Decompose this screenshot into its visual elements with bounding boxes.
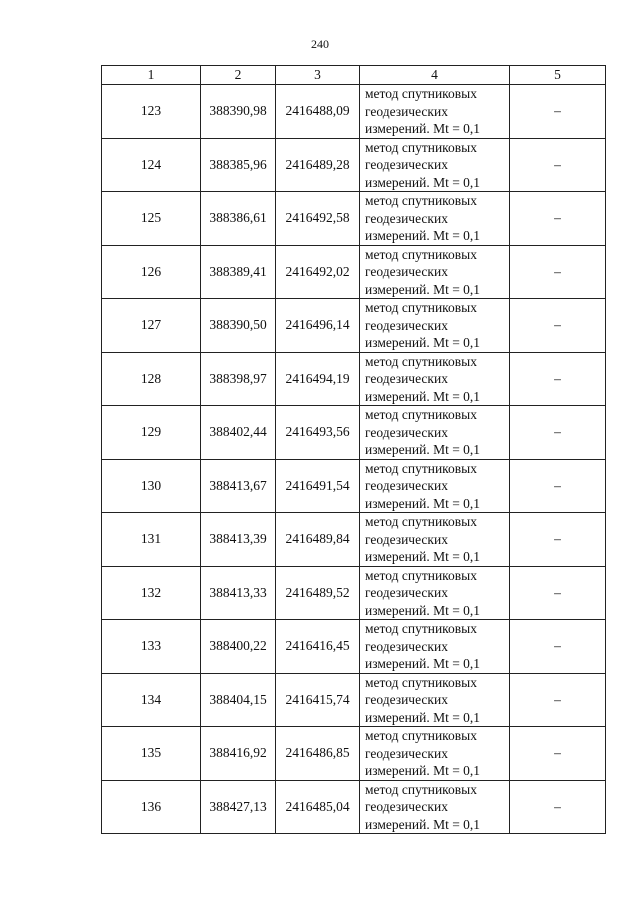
method-text-line: геодезических xyxy=(365,264,448,279)
x-coordinate-cell: 388385,96 xyxy=(201,138,276,192)
table-row xyxy=(102,566,606,620)
method-text-line: измерений. Mt = 0,1 xyxy=(365,388,481,404)
method-text-line: измерений. Mt = 0,1 xyxy=(365,442,481,457)
note-cell: – xyxy=(510,727,606,781)
method-text-line: геодезических xyxy=(365,478,448,493)
page-number: 240 xyxy=(311,37,329,51)
y-coordinate-cell: 2416489,52 xyxy=(276,566,360,620)
table-body xyxy=(102,66,606,834)
method-text-line: геодезических xyxy=(365,103,448,119)
method-cell xyxy=(360,780,510,834)
table-row xyxy=(102,245,606,299)
method-text-line: метод спутниковых xyxy=(365,139,477,155)
table-row xyxy=(102,138,606,192)
header-col-1: 1 xyxy=(102,66,201,85)
point-number-cell: 135 xyxy=(102,727,201,781)
y-coordinate-cell: 2416491,54 xyxy=(276,459,360,513)
header-col-3: 3 xyxy=(276,66,360,85)
y-coordinate-cell: 2416488,09 xyxy=(276,85,360,139)
method-text-line: метод спутниковых xyxy=(365,300,477,315)
point-number-cell: 133 xyxy=(102,620,201,674)
table-row xyxy=(102,513,606,567)
point-number-cell: 128 xyxy=(102,352,201,406)
method-text-line: метод спутниковых xyxy=(365,86,477,101)
y-coordinate-cell: 2416492,58 xyxy=(276,192,360,246)
table-row xyxy=(102,406,606,460)
point-number-cell: 127 xyxy=(102,299,201,353)
table-row xyxy=(102,192,606,246)
method-text-line: геодезических xyxy=(365,692,448,707)
y-coordinate-cell: 2416416,45 xyxy=(276,620,360,674)
method-cell xyxy=(360,352,510,406)
method-cell xyxy=(360,138,510,192)
method-text-line: геодезических xyxy=(365,638,448,654)
coordinates-table xyxy=(101,65,606,834)
method-text-line: метод спутниковых xyxy=(365,621,477,636)
note-cell: – xyxy=(510,620,606,674)
table-row xyxy=(102,352,606,406)
note-cell: – xyxy=(510,85,606,139)
table-row xyxy=(102,299,606,353)
method-text-line: метод спутниковых xyxy=(365,353,477,369)
point-number-cell: 134 xyxy=(102,673,201,727)
table-row xyxy=(102,459,606,513)
note-cell: – xyxy=(510,299,606,353)
method-text-line: метод спутниковых xyxy=(365,460,477,476)
method-cell xyxy=(360,620,510,674)
header-col-4: 4 xyxy=(360,66,510,85)
method-text-line: измерений. Mt = 0,1 xyxy=(365,495,481,511)
note-cell: – xyxy=(510,780,606,834)
method-text-line: геодезических xyxy=(365,157,448,172)
point-number-cell: 126 xyxy=(102,245,201,299)
x-coordinate-cell: 388413,39 xyxy=(201,513,276,567)
table-header-row xyxy=(102,66,606,85)
point-number-cell: 125 xyxy=(102,192,201,246)
x-coordinate-cell: 388427,13 xyxy=(201,780,276,834)
method-text-line: геодезических xyxy=(365,745,448,761)
point-number-cell: 129 xyxy=(102,406,201,460)
method-text-line: геодезических xyxy=(365,799,448,814)
point-number-cell: 123 xyxy=(102,85,201,139)
y-coordinate-cell: 2416489,84 xyxy=(276,513,360,567)
method-cell xyxy=(360,673,510,727)
method-text-line: измерений. Mt = 0,1 xyxy=(365,121,481,136)
x-coordinate-cell: 388402,44 xyxy=(201,406,276,460)
y-coordinate-cell: 2416496,14 xyxy=(276,299,360,353)
note-cell: – xyxy=(510,192,606,246)
note-cell: – xyxy=(510,513,606,567)
table-row xyxy=(102,673,606,727)
table-row xyxy=(102,85,606,139)
point-number-cell: 130 xyxy=(102,459,201,513)
table-row xyxy=(102,620,606,674)
method-text-line: измерений. Mt = 0,1 xyxy=(365,174,481,190)
y-coordinate-cell: 2416486,85 xyxy=(276,727,360,781)
method-text-line: метод спутниковых xyxy=(365,728,477,743)
method-text-line: измерений. Mt = 0,1 xyxy=(365,281,481,297)
header-col-2: 2 xyxy=(201,66,276,85)
method-cell xyxy=(360,192,510,246)
note-cell: – xyxy=(510,138,606,192)
y-coordinate-cell: 2416493,56 xyxy=(276,406,360,460)
method-text-line: метод спутниковых xyxy=(365,246,477,262)
method-cell xyxy=(360,459,510,513)
note-cell: – xyxy=(510,459,606,513)
method-cell xyxy=(360,406,510,460)
method-text-line: измерений. Mt = 0,1 xyxy=(365,602,481,618)
point-number-cell: 124 xyxy=(102,138,201,192)
method-cell xyxy=(360,299,510,353)
method-text-line: измерений. Mt = 0,1 xyxy=(365,549,481,564)
note-cell: – xyxy=(510,352,606,406)
x-coordinate-cell: 388398,97 xyxy=(201,352,276,406)
method-text-line: геодезических xyxy=(365,424,448,440)
method-cell xyxy=(360,727,510,781)
method-text-line: метод спутниковых xyxy=(365,193,477,208)
x-coordinate-cell: 388386,61 xyxy=(201,192,276,246)
y-coordinate-cell: 2416494,19 xyxy=(276,352,360,406)
y-coordinate-cell: 2416485,04 xyxy=(276,780,360,834)
x-coordinate-cell: 388390,98 xyxy=(201,85,276,139)
table-row xyxy=(102,780,606,834)
method-cell xyxy=(360,566,510,620)
method-text-line: геодезических xyxy=(365,371,448,386)
method-cell xyxy=(360,513,510,567)
table-row xyxy=(102,727,606,781)
method-cell xyxy=(360,245,510,299)
method-text-line: геодезических xyxy=(365,585,448,600)
note-cell: – xyxy=(510,245,606,299)
note-cell: – xyxy=(510,566,606,620)
x-coordinate-cell: 388413,33 xyxy=(201,566,276,620)
x-coordinate-cell: 388389,41 xyxy=(201,245,276,299)
x-coordinate-cell: 388413,67 xyxy=(201,459,276,513)
y-coordinate-cell: 2416415,74 xyxy=(276,673,360,727)
method-text-line: метод спутниковых xyxy=(365,781,477,797)
note-cell: – xyxy=(510,406,606,460)
point-number-cell: 136 xyxy=(102,780,201,834)
method-text-line: метод спутниковых xyxy=(365,674,477,690)
y-coordinate-cell: 2416492,02 xyxy=(276,245,360,299)
point-number-cell: 131 xyxy=(102,513,201,567)
method-text-line: метод спутниковых xyxy=(365,407,477,422)
method-text-line: измерений. Mt = 0,1 xyxy=(365,763,481,778)
x-coordinate-cell: 388404,15 xyxy=(201,673,276,727)
method-text-line: геодезических xyxy=(365,317,448,333)
method-text-line: измерений. Mt = 0,1 xyxy=(365,656,481,671)
method-cell xyxy=(360,85,510,139)
method-text-line: измерений. Mt = 0,1 xyxy=(365,228,481,243)
x-coordinate-cell: 388390,50 xyxy=(201,299,276,353)
method-text-line: геодезических xyxy=(365,531,448,547)
y-coordinate-cell: 2416489,28 xyxy=(276,138,360,192)
method-text-line: метод спутниковых xyxy=(365,567,477,583)
header-col-5: 5 xyxy=(510,66,606,85)
method-text-line: измерений. Mt = 0,1 xyxy=(365,709,481,725)
x-coordinate-cell: 388400,22 xyxy=(201,620,276,674)
note-cell: – xyxy=(510,673,606,727)
point-number-cell: 132 xyxy=(102,566,201,620)
method-text-line: геодезических xyxy=(365,210,448,226)
method-text-line: измерений. Mt = 0,1 xyxy=(365,335,481,350)
method-text-line: измерений. Mt = 0,1 xyxy=(365,816,481,832)
x-coordinate-cell: 388416,92 xyxy=(201,727,276,781)
method-text-line: метод спутниковых xyxy=(365,514,477,529)
